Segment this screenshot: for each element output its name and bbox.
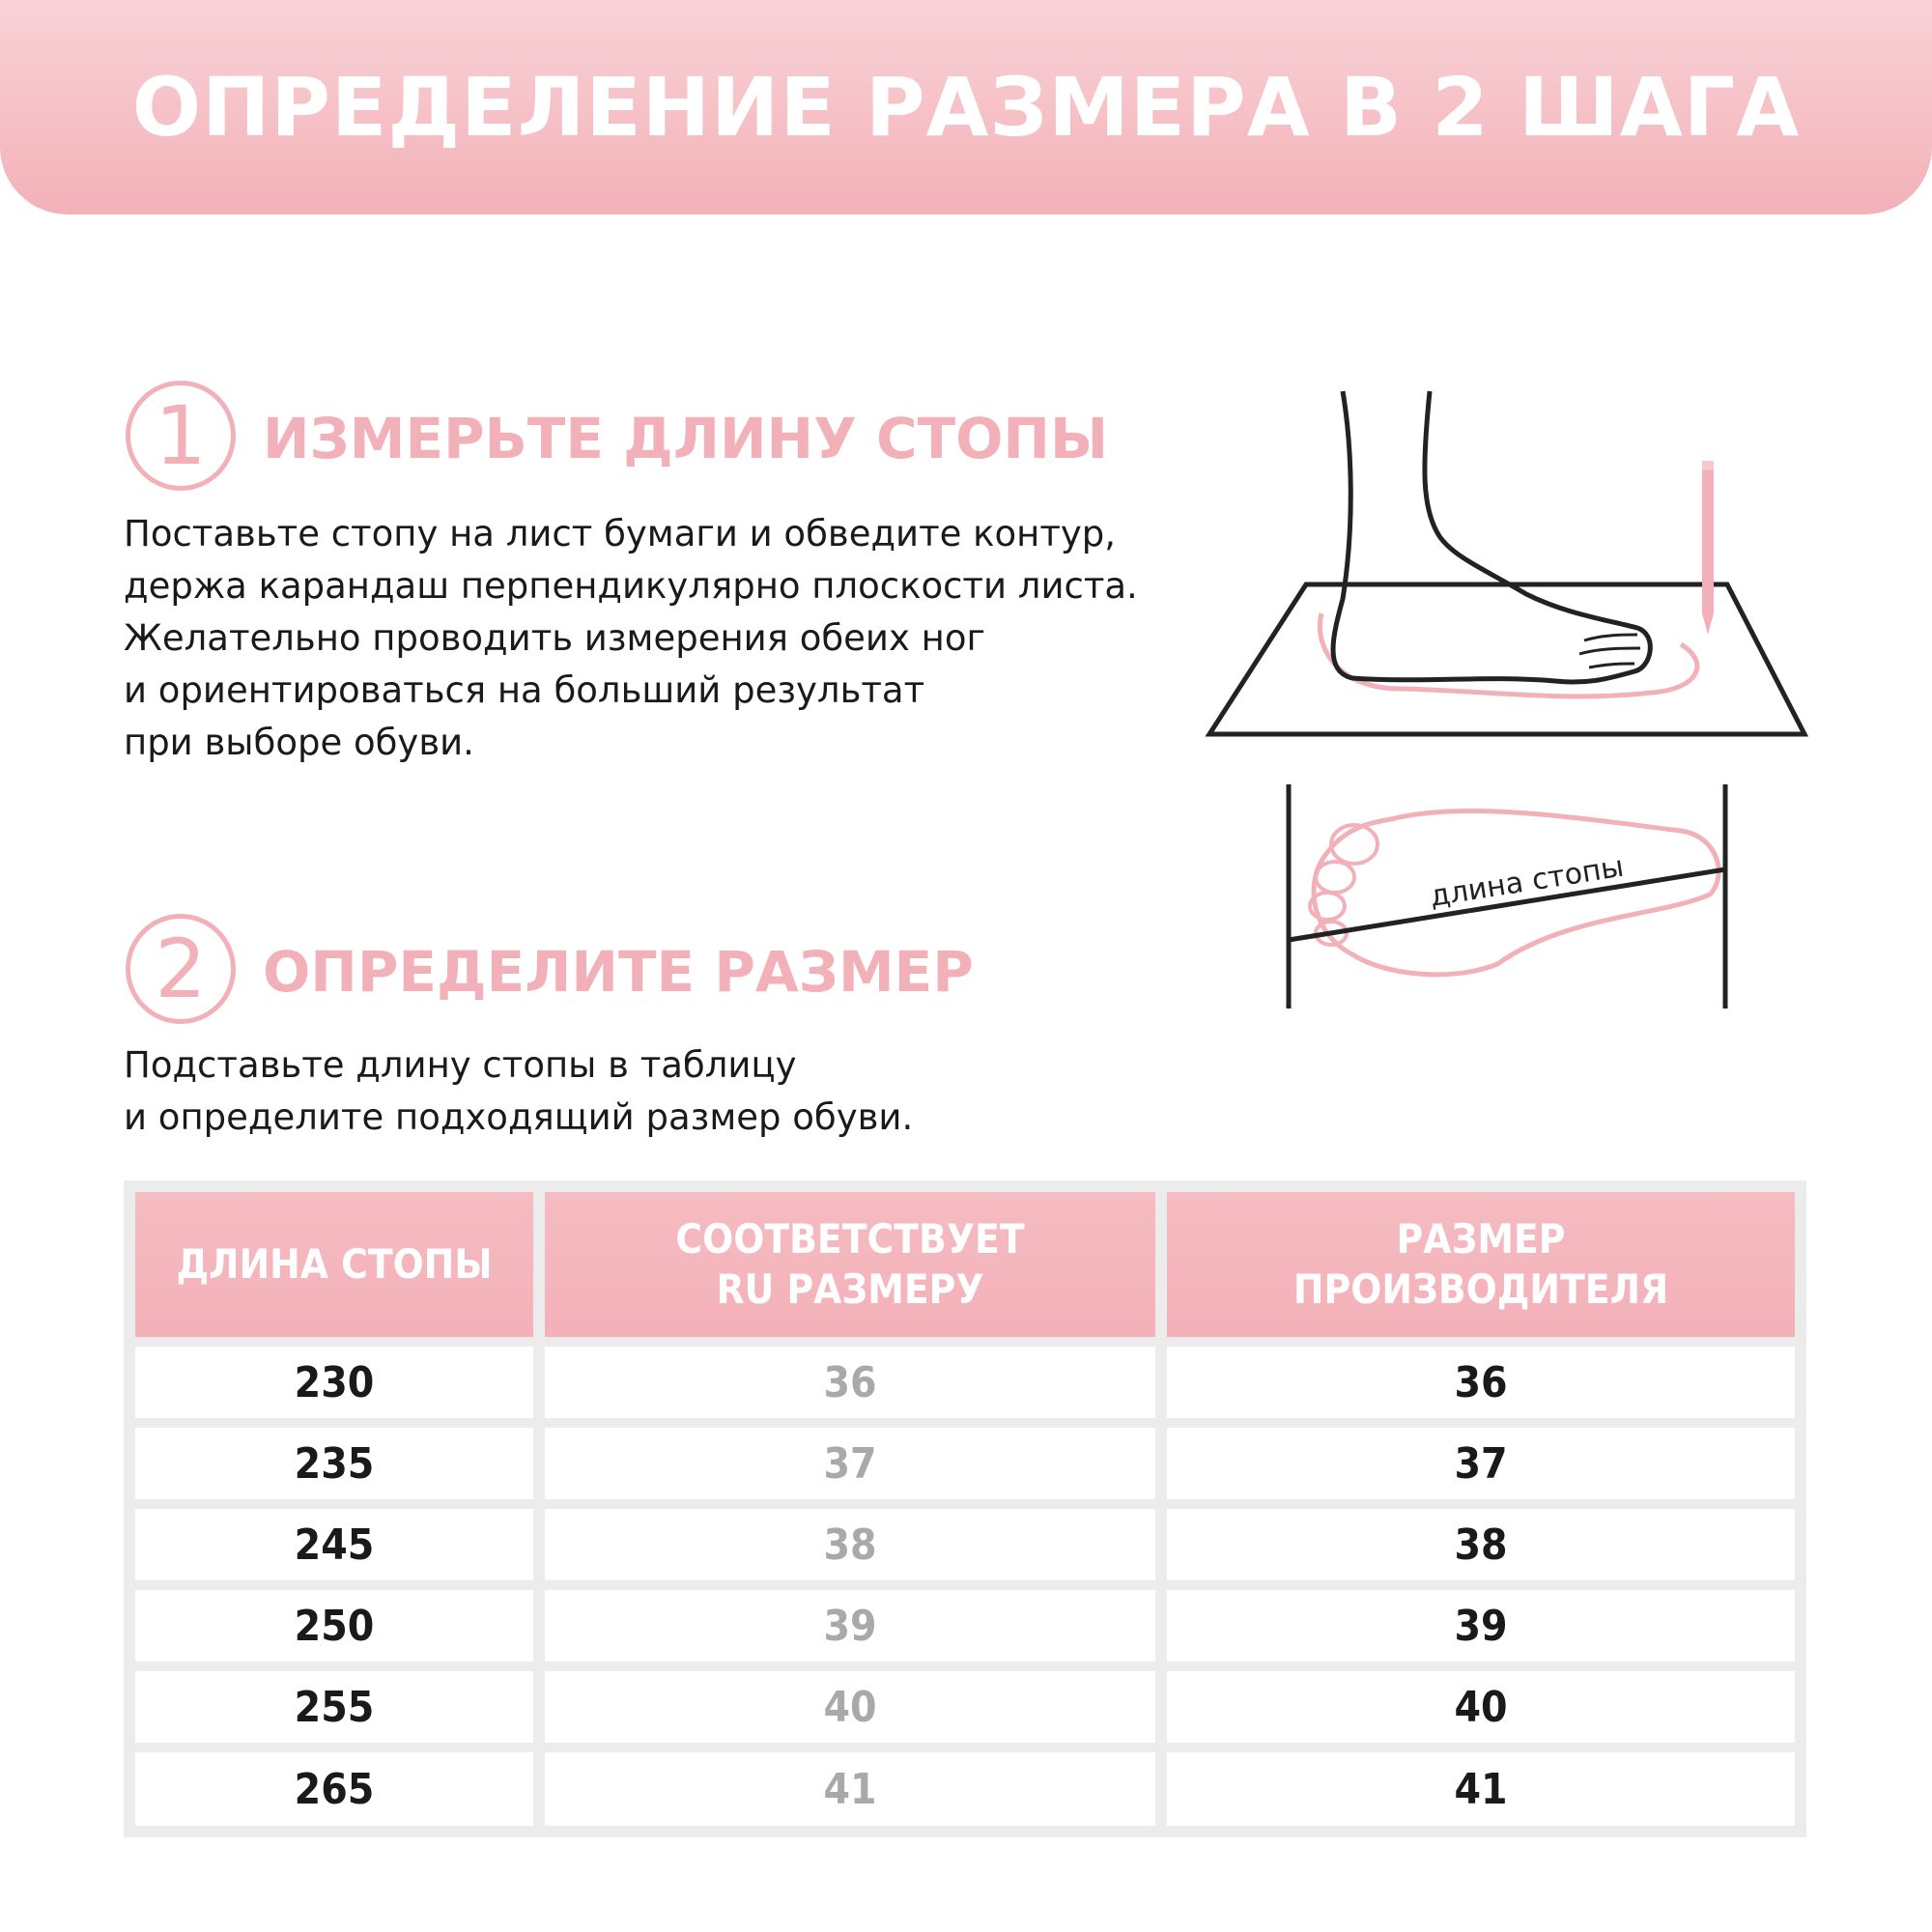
table-header-manufacturer-size bbox=[1167, 1192, 1795, 1337]
cell-manufacturer-size: 40 bbox=[1167, 1671, 1795, 1743]
step-1-line: Желательно проводить измерения обеих ног bbox=[124, 617, 985, 659]
cell-manufacturer-size: 41 bbox=[1167, 1752, 1795, 1826]
page-title: ОПРЕДЕЛЕНИЕ РАЗМЕРА В 2 ШАГА bbox=[131, 60, 1801, 155]
foot-length-label: длина стопы bbox=[1427, 849, 1627, 914]
step-1-number: 1 bbox=[155, 388, 207, 483]
header-line: RU РАЗМЕРУ bbox=[716, 1265, 984, 1313]
cell-ru-size: 37 bbox=[545, 1428, 1155, 1499]
cell-ru-size: 40 bbox=[545, 1671, 1155, 1743]
step-1-description bbox=[124, 508, 1138, 769]
step-1-line: Поставьте стопу на лист бумаги и обведите контур, bbox=[124, 513, 1117, 554]
step-1-number-circle bbox=[126, 381, 236, 491]
pencil-icon bbox=[1702, 469, 1714, 613]
cell-ru-size: 41 bbox=[545, 1752, 1155, 1826]
header-line: ПРОИЗВОДИТЕЛЯ bbox=[1293, 1265, 1669, 1313]
step-1-title: ИЗМЕРЬТЕ ДЛИНУ СТОПЫ bbox=[263, 406, 1109, 471]
cell-ru-size: 39 bbox=[545, 1590, 1155, 1662]
cell-manufacturer-size: 38 bbox=[1167, 1509, 1795, 1580]
size-table bbox=[124, 1180, 1806, 1837]
footprint-length-illustration bbox=[1275, 781, 1739, 1012]
paper-sheet bbox=[1209, 584, 1804, 734]
step-1-line: держа карандаш перпендикулярно плоскости листа. bbox=[124, 565, 1138, 607]
step-1-line: и ориентироваться на больший результат bbox=[124, 669, 925, 711]
foot-on-paper-illustration bbox=[1198, 382, 1816, 749]
step-2-number: 2 bbox=[155, 922, 207, 1016]
step-2-title: ОПРЕДЕЛИТЕ РАЗМЕР bbox=[263, 939, 974, 1005]
cell-foot-length: 230 bbox=[135, 1347, 533, 1418]
cell-foot-length: 250 bbox=[135, 1590, 533, 1662]
step-2-number-circle bbox=[126, 914, 236, 1024]
foot-drawing bbox=[1333, 391, 1650, 682]
toe-lines bbox=[1579, 635, 1640, 668]
header-line: ДЛИНА СТОПЫ bbox=[176, 1240, 493, 1288]
traced-outline bbox=[1320, 613, 1697, 696]
cell-foot-length: 245 bbox=[135, 1509, 533, 1580]
step-1-line: при выборе обуви. bbox=[124, 722, 474, 763]
step-2-description bbox=[124, 1039, 913, 1144]
cell-ru-size: 38 bbox=[545, 1509, 1155, 1580]
cell-manufacturer-size: 36 bbox=[1167, 1347, 1795, 1418]
cell-ru-size: 36 bbox=[545, 1347, 1155, 1418]
table-header-foot-length bbox=[135, 1192, 533, 1337]
toe-print bbox=[1316, 862, 1354, 893]
pencil-tip bbox=[1702, 613, 1714, 635]
cell-foot-length: 255 bbox=[135, 1671, 533, 1743]
header-line: СООТВЕТСТВУЕТ bbox=[675, 1215, 1025, 1263]
cell-manufacturer-size: 37 bbox=[1167, 1428, 1795, 1499]
pencil-cap bbox=[1702, 461, 1714, 470]
header-line: РАЗМЕР bbox=[1396, 1215, 1566, 1263]
step-2-line: и определите подходящий размер обуви. bbox=[124, 1096, 914, 1138]
cell-manufacturer-size: 39 bbox=[1167, 1590, 1795, 1662]
step-2-line: Подставьте длину стопы в таблицу bbox=[124, 1044, 797, 1086]
table-header-ru-size bbox=[545, 1192, 1155, 1337]
cell-foot-length: 235 bbox=[135, 1428, 533, 1499]
cell-foot-length: 265 bbox=[135, 1752, 533, 1826]
header-banner bbox=[0, 0, 1932, 214]
